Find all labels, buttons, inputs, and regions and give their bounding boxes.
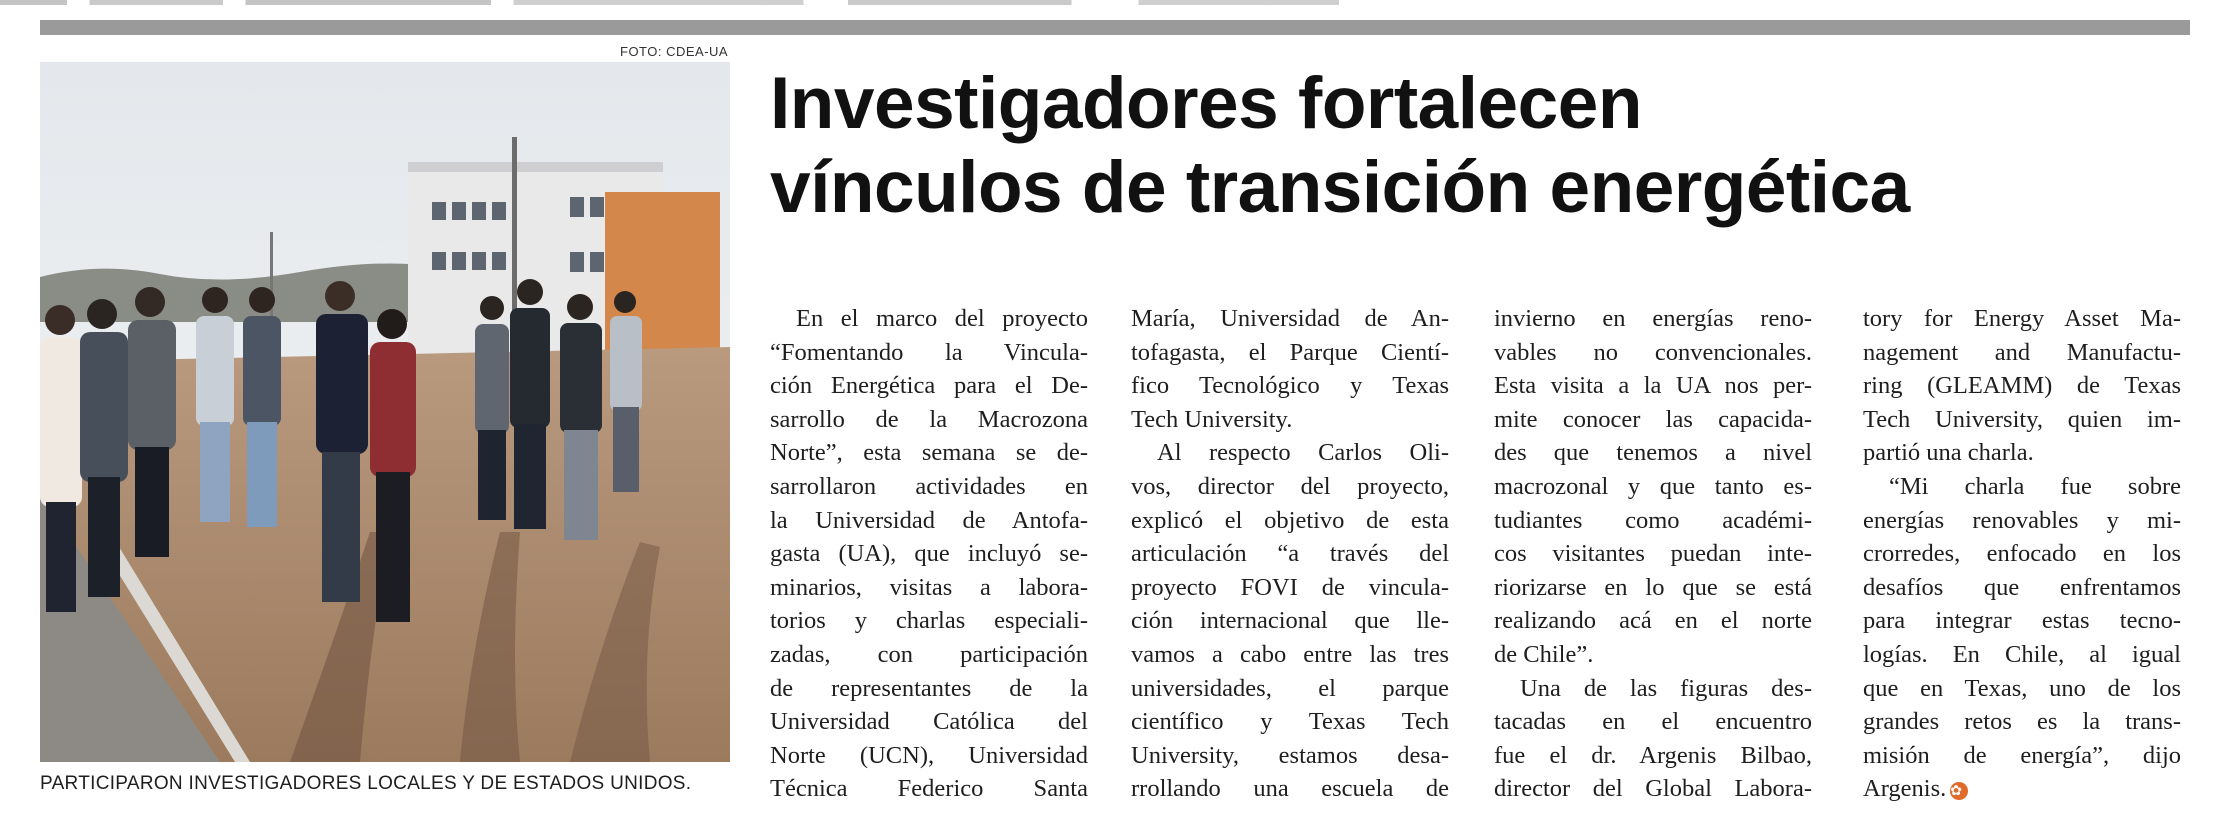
body-line: invierno en energías reno- [1494, 305, 1812, 332]
body-line: fico Tecnológico y Texas [1131, 372, 1449, 400]
body-line: fue el dr. Argenis Bilbao, [1494, 741, 1812, 769]
body-line: Universidad Católica del [770, 708, 1088, 736]
body-line: Norte (UCN), Universidad [770, 741, 1088, 769]
body-line: Una de las figuras des- [1520, 674, 1812, 702]
body-line: macrozonal y que tanto es- [1494, 472, 1812, 500]
body-line: rrollando una escuela de [1131, 775, 1449, 803]
group-photo-illustration [40, 62, 730, 762]
body-line: des que tenemos a nivel [1494, 439, 1812, 467]
body-line: explicó el objetivo de esta [1131, 506, 1449, 534]
body-line: para integrar estas tecno- [1863, 607, 2181, 635]
body-line: Técnica Federico Santa [770, 775, 1088, 803]
body-line: la Universidad de Antofa- [770, 506, 1088, 534]
body-line: misión de energía”, dijo [1863, 741, 2181, 769]
body-line: torios y charlas especiali- [770, 607, 1088, 635]
body-line: tory for Energy Asset Ma- [1863, 305, 2181, 332]
clipped-previous-text [0, 0, 2232, 8]
end-mark-icon: ✿ [1950, 782, 1968, 800]
body-line: logías. En Chile, al igual [1863, 640, 2181, 668]
body-line: “Fomentando la Vincula- [770, 338, 1088, 366]
body-line: ción internacional que lle- [1131, 607, 1449, 635]
body-line: gasta (UA), que incluyó se- [770, 540, 1088, 568]
body-line: científico y Texas Tech [1131, 708, 1449, 736]
body-line: universidades, el parque [1131, 674, 1449, 702]
body-line: grandes retos es la trans- [1863, 708, 2181, 736]
body-line: María, Universidad de An- [1131, 305, 1449, 332]
body-line: zadas, con participación [770, 640, 1088, 668]
body-line: tudiantes como académi- [1494, 506, 1812, 534]
body-line: sarrollo de la Macrozona [770, 405, 1088, 433]
article-column-2 [1131, 302, 1449, 806]
body-line: “Mi charla fue sobre [1889, 472, 2181, 500]
body-line: cos visitantes puedan inte- [1494, 540, 1812, 568]
body-line: Tech University, quien im- [1863, 405, 2181, 433]
body-line: director del Global Labora- [1494, 775, 1812, 803]
body-line: vos, director del proyecto, [1131, 472, 1449, 500]
body-line: de Chile”. [1494, 640, 1594, 668]
body-line: realizando acá en el norte [1494, 607, 1812, 635]
body-line: vables no convencionales. [1494, 338, 1812, 366]
body-line: proyecto FOVI de vincula- [1131, 573, 1449, 601]
body-line: articulación “a través del [1131, 540, 1449, 568]
headline [770, 62, 2190, 230]
body-line-final [1863, 772, 2181, 806]
body-line: Tech University. [1131, 405, 1293, 433]
body-line: desafíos que enfrentamos [1863, 573, 2181, 601]
body-line: Norte”, esta semana se de- [770, 439, 1088, 467]
article-photo [40, 62, 730, 762]
photo-caption: PARTICIPARON INVESTIGADORES LOCALES Y DE ESTADOS UNIDOS. [40, 773, 692, 794]
headline-line-2: vínculos de transición energética [770, 147, 1910, 228]
body-line: tofagasta, el Parque Cientí- [1131, 338, 1449, 366]
body-line-final-text: Argenis. [1863, 775, 1947, 803]
body-line: sarrollaron actividades en [770, 472, 1088, 500]
body-line: Al respecto Carlos Oli- [1157, 439, 1449, 467]
body-line: University, estamos desa- [1131, 741, 1449, 769]
body-line: ción Energética para el De- [770, 372, 1088, 400]
body-line: ring (GLEAMM) de Texas [1863, 372, 2181, 400]
photo-credit: FOTO: CDEA-UA [620, 44, 729, 59]
body-line: crorredes, enfocado en los [1863, 540, 2181, 568]
article-column-1 [770, 302, 1088, 806]
body-line: de representantes de la [770, 674, 1088, 702]
body-line: vamos a cabo entre las tres [1131, 640, 1449, 668]
body-line: mite conocer las capacida- [1494, 405, 1812, 433]
body-line: tacadas en el encuentro [1494, 708, 1812, 736]
body-line: Esta visita a la UA nos per- [1494, 372, 1812, 400]
body-line: minarios, visitas a labora- [770, 573, 1088, 601]
body-line: energías renovables y mi- [1863, 506, 2181, 534]
section-rule [40, 20, 2190, 35]
body-line: partió una charla. [1863, 439, 2034, 467]
body-line: En el marco del proyecto [796, 305, 1088, 332]
article-column-3 [1494, 302, 1812, 806]
headline-line-1: Investigadores fortalecen [770, 63, 1642, 144]
body-line: que en Texas, uno de los [1863, 674, 2181, 702]
body-line: nagement and Manufactu- [1863, 338, 2181, 366]
body-line: riorizarse en lo que se está [1494, 573, 1812, 601]
article-column-4 [1863, 302, 2181, 806]
